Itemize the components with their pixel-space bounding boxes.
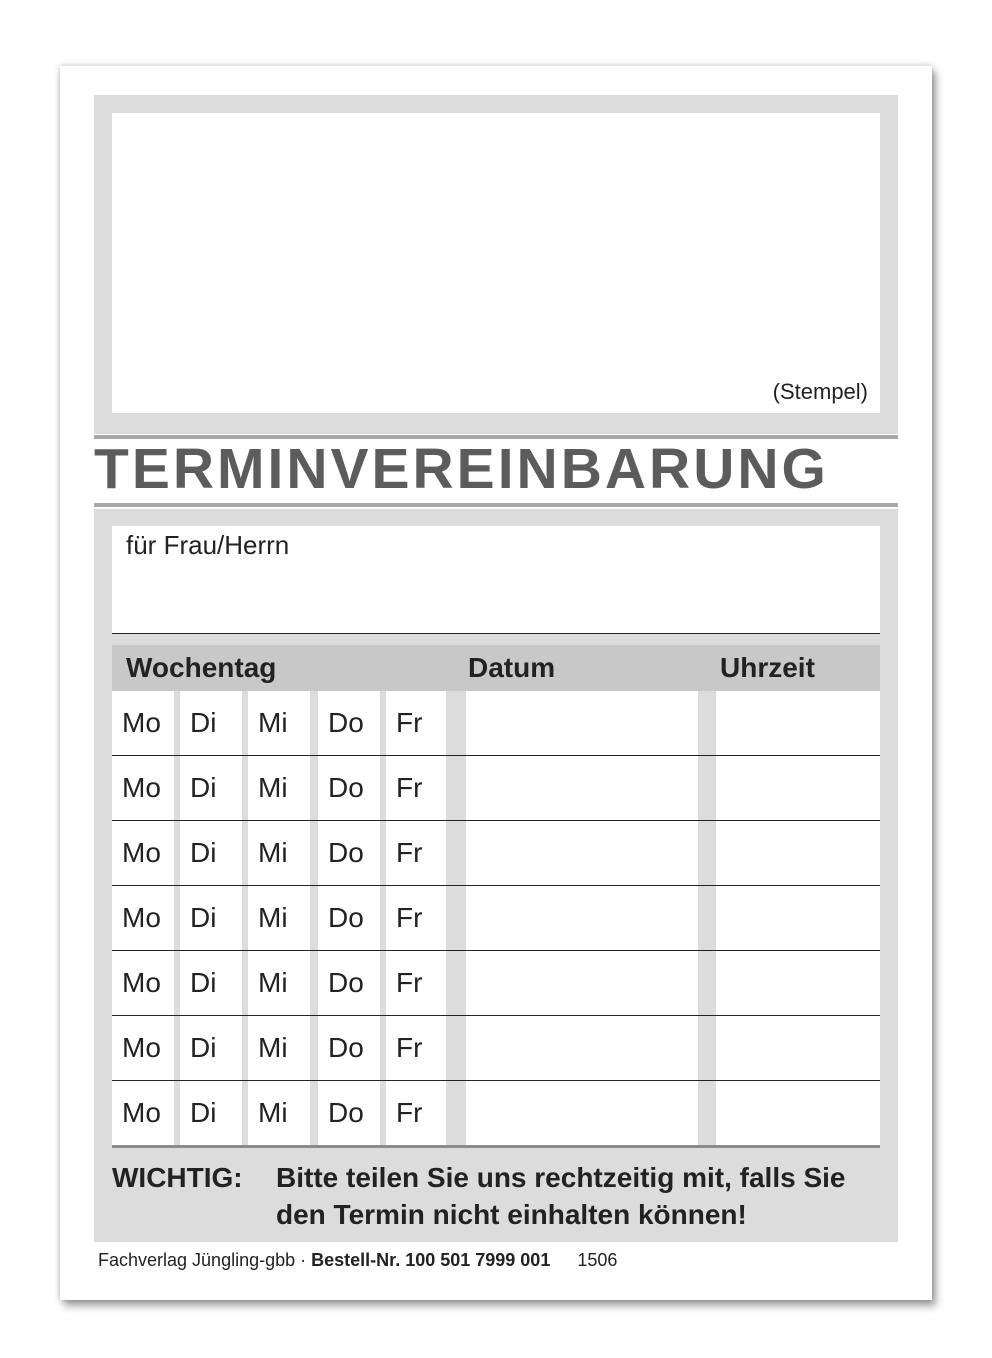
header-date: Datum (468, 652, 556, 683)
weekday-option[interactable]: Mi (248, 951, 310, 1015)
weekday-option[interactable]: Mi (248, 1081, 310, 1145)
recipient-label: für Frau/Herrn (126, 530, 290, 560)
form-title: TERMINVEREINBARUNG (94, 437, 829, 501)
weekday-option[interactable]: Do (318, 1016, 380, 1080)
time-field[interactable] (716, 821, 880, 885)
notice-label: WICHTIG: (112, 1162, 243, 1193)
weekday-option[interactable]: Mi (248, 821, 310, 885)
weekday-option[interactable]: Fr (386, 1016, 446, 1080)
date-field[interactable] (466, 1081, 698, 1145)
weekday-option[interactable]: Mo (112, 756, 174, 820)
weekday-option[interactable]: Fr (386, 756, 446, 820)
weekday-option[interactable]: Di (180, 691, 242, 755)
footer-code: 1506 (577, 1250, 618, 1270)
weekday-option[interactable]: Mo (112, 821, 174, 885)
weekday-option[interactable]: Mi (248, 886, 310, 950)
appointment-rows (112, 691, 880, 1148)
time-field[interactable] (716, 1081, 880, 1145)
weekday-option[interactable]: Mi (248, 1016, 310, 1080)
weekday-option[interactable]: Fr (386, 886, 446, 950)
footer-order-number: Bestell-Nr. 100 501 7999 001 (311, 1250, 551, 1270)
table-header (112, 645, 880, 691)
table-row (112, 1016, 880, 1081)
table-row (112, 1081, 880, 1148)
header-weekday: Wochentag (126, 652, 277, 683)
time-field[interactable] (716, 886, 880, 950)
weekday-option[interactable]: Di (180, 756, 242, 820)
weekday-option[interactable]: Di (180, 821, 242, 885)
date-field[interactable] (466, 951, 698, 1015)
weekday-option[interactable]: Di (180, 886, 242, 950)
footer-separator: · (300, 1250, 307, 1270)
weekday-option[interactable]: Di (180, 1081, 242, 1145)
weekday-option[interactable]: Di (180, 1016, 242, 1080)
weekday-option[interactable]: Do (318, 821, 380, 885)
time-field[interactable] (716, 756, 880, 820)
weekday-option[interactable]: Do (318, 691, 380, 755)
weekday-option[interactable]: Fr (386, 821, 446, 885)
weekday-option[interactable]: Mo (112, 1081, 174, 1145)
stamp-area (112, 113, 880, 413)
recipient-field[interactable] (112, 526, 880, 634)
weekday-option[interactable]: Do (318, 886, 380, 950)
time-field[interactable] (716, 951, 880, 1015)
date-field[interactable] (466, 886, 698, 950)
weekday-option[interactable]: Fr (386, 951, 446, 1015)
footer (98, 1250, 617, 1271)
weekday-option[interactable]: Di (180, 951, 242, 1015)
date-field[interactable] (466, 756, 698, 820)
table-row (112, 756, 880, 821)
weekday-option[interactable]: Do (318, 756, 380, 820)
footer-publisher: Fachverlag Jüngling-gbb (98, 1250, 296, 1270)
form-frame (94, 509, 898, 1242)
time-field[interactable] (716, 691, 880, 755)
weekday-option[interactable]: Mo (112, 691, 174, 755)
table-row (112, 886, 880, 951)
title-rule-bottom (94, 503, 898, 507)
table-row (112, 821, 880, 886)
date-field[interactable] (466, 691, 698, 755)
notice-text: Bitte teilen Sie uns rechtzeitig mit, falls Sie den Termin nicht einhalten können! (276, 1162, 846, 1230)
weekday-option[interactable]: Mi (248, 691, 310, 755)
stamp-label: (Stempel) (772, 379, 868, 404)
date-field[interactable] (466, 1016, 698, 1080)
weekday-option[interactable]: Mo (112, 1016, 174, 1080)
date-field[interactable] (466, 821, 698, 885)
header-time: Uhrzeit (720, 652, 815, 683)
appointment-card (60, 66, 932, 1300)
weekday-option[interactable]: Mo (112, 886, 174, 950)
table-row (112, 951, 880, 1016)
stamp-frame (94, 95, 898, 434)
weekday-option[interactable]: Do (318, 951, 380, 1015)
time-field[interactable] (716, 1016, 880, 1080)
weekday-option[interactable]: Mi (248, 756, 310, 820)
weekday-option[interactable]: Fr (386, 691, 446, 755)
table-row (112, 691, 880, 756)
weekday-option[interactable]: Do (318, 1081, 380, 1145)
weekday-option[interactable]: Mo (112, 951, 174, 1015)
weekday-option[interactable]: Fr (386, 1081, 446, 1145)
